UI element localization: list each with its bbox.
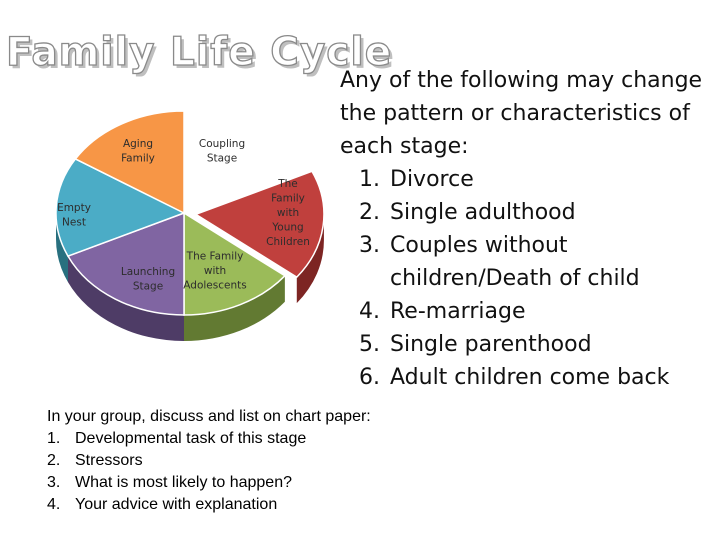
changes-block [340,64,716,394]
list-item: 3. Couples without children/Death of child [359,233,640,291]
pie-label-adolescents: The Family with Adolescents [183,250,247,292]
pie-label-launching: Launching Stage [120,265,176,293]
group-task-intro: In your group, discuss and list on chart paper: [47,408,371,425]
pie-label-young-children: The Family with Young Children [266,178,310,248]
list-item: 2. Stressors [47,452,143,469]
list-item: 3. What is most likely to happen? [47,474,292,491]
changes-intro: Any of the following may change the pattern or characteristics of each stage: [340,68,703,159]
changes-list [340,163,716,394]
list-item: 1. Developmental task of this stage [47,430,307,447]
group-task-block [47,406,467,516]
list-item: 4. Your advice with explanation [47,496,278,513]
page-title: Family Life Cycle [6,30,393,75]
list-item: 1. Divorce [359,167,474,192]
group-task-list [47,428,467,516]
list-item: 2. Single adulthood [359,200,576,225]
list-item: 6. Adult children come back [359,365,670,390]
pie-label-aging: Aging Family [121,137,155,165]
pie-label-coupling: Coupling Stage [198,137,246,165]
list-item: 5. Single parenthood [359,332,592,357]
list-item: 4. Re-marriage [359,299,526,324]
pie-label-empty-nest: Empty Nest [57,201,91,229]
